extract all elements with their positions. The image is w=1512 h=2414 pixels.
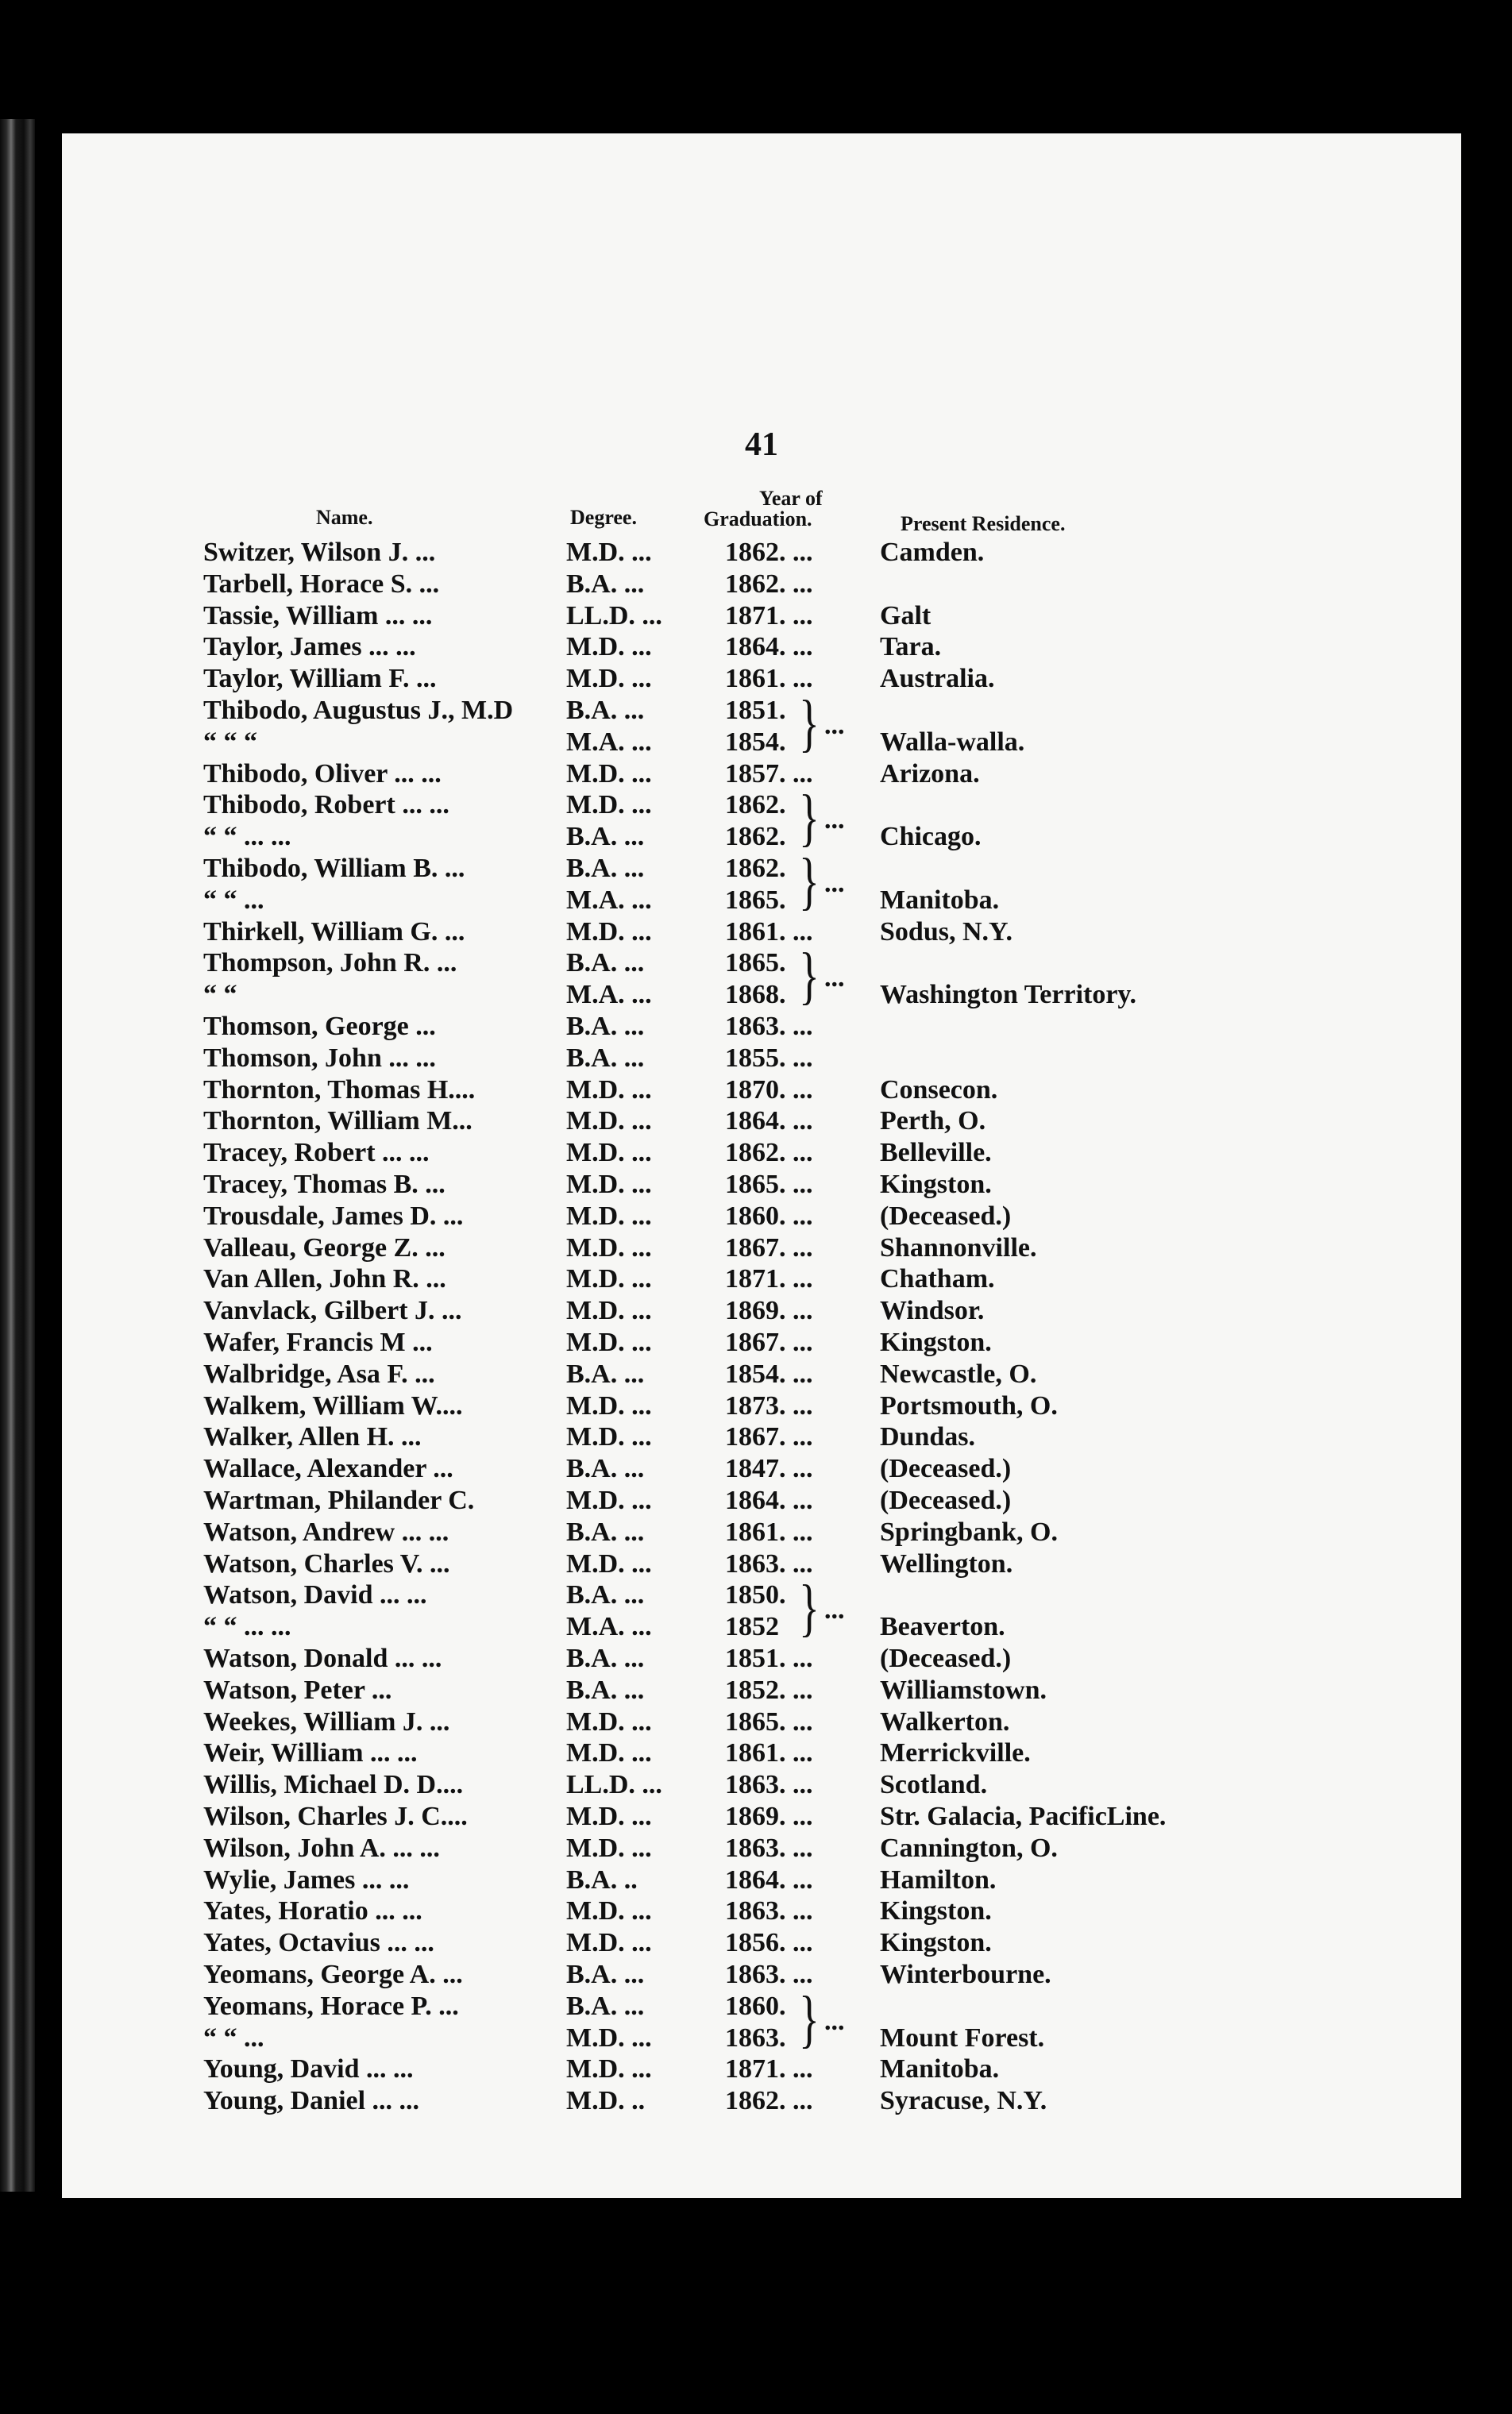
year-cell: 1854. bbox=[725, 727, 786, 757]
name-cell: Thompson, John R. ... bbox=[203, 948, 457, 978]
name-cell: Thirkell, William G. ... bbox=[203, 916, 465, 947]
name-cell: Thomson, John ... ... bbox=[203, 1043, 436, 1073]
residence-cell: Springbank, O. bbox=[880, 1517, 1058, 1547]
degree-cell: B.A. ... bbox=[566, 1580, 645, 1610]
degree-cell: M.D. ... bbox=[566, 1548, 652, 1579]
residence-cell: Scotland. bbox=[880, 1770, 988, 1800]
table-row bbox=[62, 2085, 1461, 2117]
residence-cell: Newcastle, O. bbox=[880, 1359, 1037, 1389]
name-cell: Wilson, John A. ... ... bbox=[203, 1833, 440, 1863]
residence-cell: (Deceased.) bbox=[880, 1454, 1012, 1484]
table-row bbox=[62, 1169, 1461, 1201]
header-year-line1: Year of bbox=[759, 487, 823, 510]
name-cell: Thibodo, Augustus J., M.D bbox=[203, 696, 514, 725]
year-cell: 1851. bbox=[725, 696, 786, 725]
name-cell: Watson, David ... ... bbox=[203, 1580, 427, 1610]
year-cell: 1867. ... bbox=[725, 1232, 813, 1263]
year-cell: 1867. ... bbox=[725, 1422, 813, 1452]
table-row bbox=[62, 1959, 1461, 1991]
brace-leader-dots: ... bbox=[824, 963, 845, 993]
name-cell: Wartman, Philander C. bbox=[203, 1486, 475, 1515]
degree-cell: M.D. ... bbox=[566, 1296, 652, 1326]
residence-cell: Kingston. bbox=[880, 1170, 992, 1199]
year-cell: 1860. ... bbox=[725, 1201, 813, 1231]
degree-cell: M.A. ... bbox=[566, 885, 652, 915]
year-cell: 1862. ... bbox=[725, 569, 813, 599]
year-cell: 1854. ... bbox=[725, 1359, 813, 1389]
residence-cell: Belleville. bbox=[880, 1138, 992, 1168]
year-cell: 1855. ... bbox=[725, 1043, 813, 1073]
degree-cell: M.D. ... bbox=[566, 1833, 652, 1863]
table-row bbox=[62, 1769, 1461, 1801]
residence-cell: Mount Forest. bbox=[880, 2023, 1045, 2053]
brace-leader-dots: ... bbox=[824, 711, 845, 740]
year-cell: 1861. ... bbox=[725, 1738, 813, 1768]
table-row bbox=[62, 2053, 1461, 2085]
brace-grouping: } bbox=[799, 939, 820, 1012]
name-cell: Thibodo, Oliver ... ... bbox=[203, 758, 442, 789]
residence-cell: Hamilton. bbox=[880, 1864, 997, 1895]
table-row bbox=[62, 1895, 1461, 1927]
degree-cell: LL.D. ... bbox=[566, 1770, 662, 1800]
table-row bbox=[62, 1579, 1461, 1611]
residence-cell: Str. Galacia, PacificLine. bbox=[880, 1802, 1167, 1831]
table-row bbox=[62, 1359, 1461, 1390]
table-row bbox=[62, 663, 1461, 695]
residence-cell: (Deceased.) bbox=[880, 1201, 1012, 1231]
table-row bbox=[62, 979, 1461, 1011]
header-residence: Present Residence. bbox=[901, 512, 1066, 535]
residence-cell: Galt bbox=[880, 600, 932, 630]
name-cell: Switzer, Wilson J. ... bbox=[203, 538, 436, 567]
table-row bbox=[62, 1801, 1461, 1833]
name-cell: Trousdale, James D. ... bbox=[203, 1201, 464, 1231]
year-cell: 1862. bbox=[725, 822, 786, 852]
degree-cell: M.D. ... bbox=[566, 1706, 652, 1737]
table-row bbox=[62, 1232, 1461, 1264]
degree-cell: B.A. ... bbox=[566, 1991, 645, 2021]
table-row bbox=[62, 1864, 1461, 1896]
degree-cell: B.A. ... bbox=[566, 569, 645, 599]
residence-cell: Kingston. bbox=[880, 1896, 992, 1926]
year-cell: 1851. ... bbox=[725, 1644, 813, 1673]
brace-leader-dots: ... bbox=[824, 2006, 845, 2036]
degree-cell: B.A. ... bbox=[566, 1012, 645, 1041]
table-row bbox=[62, 821, 1461, 853]
table-row bbox=[62, 1421, 1461, 1453]
degree-cell: M.D. ... bbox=[566, 1232, 652, 1263]
year-cell: 1861. ... bbox=[725, 1517, 813, 1547]
year-cell: 1869. ... bbox=[725, 1296, 813, 1326]
name-cell: Yeomans, Horace P. ... bbox=[203, 1991, 459, 2021]
name-cell: “ “ ... bbox=[203, 885, 264, 915]
degree-cell: B.A. ... bbox=[566, 1454, 645, 1484]
degree-cell: M.D. ... bbox=[566, 1422, 652, 1452]
year-cell: 1857. ... bbox=[725, 758, 813, 789]
degree-cell: B.A. ... bbox=[566, 1043, 645, 1073]
name-cell: “ “ “ bbox=[203, 727, 257, 757]
degree-cell: M.D. ... bbox=[566, 1802, 652, 1831]
name-cell: Thibodo, William B. ... bbox=[203, 854, 465, 883]
residence-cell: Wellington. bbox=[880, 1548, 1013, 1579]
year-cell: 1852. ... bbox=[725, 1675, 813, 1705]
residence-cell: Australia. bbox=[880, 664, 995, 694]
year-cell: 1871. ... bbox=[725, 1264, 813, 1294]
year-cell: 1862. ... bbox=[725, 538, 813, 567]
degree-cell: B.A. ... bbox=[566, 1359, 645, 1389]
degree-cell: M.D. ... bbox=[566, 1106, 652, 1136]
table-row bbox=[62, 1548, 1461, 1580]
name-cell: Tracey, Thomas B. ... bbox=[203, 1170, 446, 1199]
degree-cell: B.A. ... bbox=[566, 854, 645, 883]
name-cell: Walkem, William W.... bbox=[203, 1390, 463, 1421]
table-row bbox=[62, 1295, 1461, 1327]
residence-cell: Arizona. bbox=[880, 758, 980, 789]
book-binding-edge bbox=[0, 119, 35, 2192]
table-row bbox=[62, 1833, 1461, 1864]
header-name: Name. bbox=[316, 506, 373, 529]
name-cell: Young, David ... ... bbox=[203, 2054, 414, 2084]
table-row bbox=[62, 1927, 1461, 1959]
degree-cell: M.A. ... bbox=[566, 727, 652, 757]
degree-cell: B.A. ... bbox=[566, 822, 645, 852]
name-cell: Weekes, William J. ... bbox=[203, 1706, 450, 1737]
degree-cell: M.D. ... bbox=[566, 632, 652, 662]
name-cell: Wylie, James ... ... bbox=[203, 1864, 410, 1895]
year-cell: 1862. ... bbox=[725, 1138, 813, 1168]
degree-cell: B.A. ... bbox=[566, 1960, 645, 1989]
header-year-line2: Graduation. bbox=[704, 507, 812, 530]
degree-cell: M.A. ... bbox=[566, 980, 652, 1010]
name-cell: Taylor, James ... ... bbox=[203, 632, 416, 662]
residence-cell: Camden. bbox=[880, 538, 985, 567]
residence-cell: Shannonville. bbox=[880, 1232, 1037, 1263]
degree-cell: B.A. ... bbox=[566, 1517, 645, 1547]
year-cell: 1873. ... bbox=[725, 1390, 813, 1421]
year-cell: 1861. ... bbox=[725, 664, 813, 694]
degree-cell: M.A. ... bbox=[566, 1612, 652, 1642]
residence-cell: Kingston. bbox=[880, 1328, 992, 1357]
name-cell: Wallace, Alexander ... bbox=[203, 1454, 453, 1484]
year-cell: 1870. ... bbox=[725, 1074, 813, 1105]
residence-cell: Windsor. bbox=[880, 1296, 985, 1326]
residence-cell: (Deceased.) bbox=[880, 1644, 1012, 1673]
degree-cell: M.D. ... bbox=[566, 1170, 652, 1199]
year-cell: 1865. ... bbox=[725, 1706, 813, 1737]
table-row bbox=[62, 1390, 1461, 1422]
table-row bbox=[62, 1263, 1461, 1295]
table-row bbox=[62, 537, 1461, 569]
degree-cell: M.D. ... bbox=[566, 1138, 652, 1168]
table-row bbox=[62, 569, 1461, 600]
year-cell: 1862. ... bbox=[725, 2086, 813, 2116]
year-cell: 1863. ... bbox=[725, 1770, 813, 1800]
name-cell: Tassie, William ... ... bbox=[203, 600, 433, 630]
year-cell: 1871. ... bbox=[725, 2054, 813, 2084]
residence-cell: Walkerton. bbox=[880, 1706, 1010, 1737]
year-cell: 1847. ... bbox=[725, 1454, 813, 1484]
table-row bbox=[62, 1137, 1461, 1169]
year-cell: 1864. ... bbox=[725, 632, 813, 662]
residence-cell: Williamstown. bbox=[880, 1675, 1047, 1705]
name-cell: Yates, Octavius ... ... bbox=[203, 1928, 434, 1958]
year-cell: 1852 bbox=[725, 1612, 779, 1642]
degree-cell: M.D. ... bbox=[566, 1264, 652, 1294]
year-cell: 1863. ... bbox=[725, 1896, 813, 1926]
name-cell: Thomson, George ... bbox=[203, 1012, 436, 1041]
document-page bbox=[62, 133, 1461, 2198]
table-row bbox=[62, 727, 1461, 758]
residence-cell: Chatham. bbox=[880, 1264, 995, 1294]
residence-cell: Winterbourne. bbox=[880, 1960, 1051, 1989]
degree-cell: M.D. ... bbox=[566, 1390, 652, 1421]
brace-leader-dots: ... bbox=[824, 805, 845, 835]
brace-grouping: } bbox=[799, 687, 820, 758]
name-cell: Watson, Peter ... bbox=[203, 1675, 392, 1705]
year-cell: 1861. ... bbox=[725, 916, 813, 947]
name-cell: Taylor, William F. ... bbox=[203, 664, 437, 694]
name-cell: Walbridge, Asa F. ... bbox=[203, 1359, 435, 1389]
table-row bbox=[62, 947, 1461, 979]
residence-cell: Walla-walla. bbox=[880, 727, 1025, 757]
name-cell: Watson, Andrew ... ... bbox=[203, 1517, 449, 1547]
residence-cell: (Deceased.) bbox=[880, 1486, 1012, 1515]
table-row bbox=[62, 1643, 1461, 1675]
table-row bbox=[62, 695, 1461, 727]
table-row bbox=[62, 1611, 1461, 1643]
year-cell: 1862. bbox=[725, 854, 786, 883]
brace-grouping: } bbox=[799, 1982, 820, 2054]
degree-cell: B.A. .. bbox=[566, 1864, 638, 1895]
residence-cell: Perth, O. bbox=[880, 1106, 986, 1136]
name-cell: Thornton, William M... bbox=[203, 1106, 472, 1136]
degree-cell: B.A. ... bbox=[566, 1644, 645, 1673]
table-row bbox=[62, 1991, 1461, 2023]
residence-cell: Cannington, O. bbox=[880, 1833, 1058, 1863]
name-cell: Thibodo, Robert ... ... bbox=[203, 790, 449, 820]
year-cell: 1863. ... bbox=[725, 1960, 813, 1989]
year-cell: 1868. bbox=[725, 980, 786, 1010]
degree-cell: M.D. ... bbox=[566, 664, 652, 694]
name-cell: Yates, Horatio ... ... bbox=[203, 1896, 422, 1926]
name-cell: Yeomans, George A. ... bbox=[203, 1960, 463, 1989]
table-row bbox=[62, 1043, 1461, 1074]
residence-cell: Manitoba. bbox=[880, 2054, 1000, 2084]
residence-cell: Chicago. bbox=[880, 822, 982, 852]
table-row bbox=[62, 1074, 1461, 1106]
name-cell: Valleau, George Z. ... bbox=[203, 1232, 446, 1263]
degree-cell: M.D. ... bbox=[566, 1738, 652, 1768]
residence-cell: Sodus, N.Y. bbox=[880, 916, 1012, 947]
year-cell: 1871. ... bbox=[725, 600, 813, 630]
degree-cell: M.D. .. bbox=[566, 2086, 646, 2116]
year-cell: 1863. ... bbox=[725, 1833, 813, 1863]
table-row bbox=[62, 1327, 1461, 1359]
degree-cell: B.A. ... bbox=[566, 948, 645, 978]
table-row bbox=[62, 1675, 1461, 1706]
name-cell: Wafer, Francis M ... bbox=[203, 1328, 433, 1357]
name-cell: Watson, Donald ... ... bbox=[203, 1644, 442, 1673]
name-cell: “ “ ... bbox=[203, 2023, 264, 2053]
degree-cell: M.D. ... bbox=[566, 1074, 652, 1105]
table-row bbox=[62, 600, 1461, 632]
residence-cell: Dundas. bbox=[880, 1422, 976, 1452]
degree-cell: M.D. ... bbox=[566, 1486, 652, 1515]
name-cell: Weir, William ... ... bbox=[203, 1738, 418, 1768]
year-cell: 1863. bbox=[725, 2023, 786, 2053]
degree-cell: M.D. ... bbox=[566, 538, 652, 567]
degree-cell: B.A. ... bbox=[566, 1675, 645, 1705]
name-cell: Thornton, Thomas H.... bbox=[203, 1074, 476, 1105]
brace-grouping: } bbox=[799, 845, 820, 916]
name-cell: Willis, Michael D. D.... bbox=[203, 1770, 464, 1800]
table-row bbox=[62, 1737, 1461, 1769]
residence-cell: Tara. bbox=[880, 632, 942, 662]
year-cell: 1865. bbox=[725, 948, 786, 978]
year-cell: 1865. bbox=[725, 885, 786, 915]
table-row bbox=[62, 885, 1461, 916]
table-row bbox=[62, 1485, 1461, 1517]
degree-cell: M.D. ... bbox=[566, 1928, 652, 1958]
year-cell: 1867. ... bbox=[725, 1328, 813, 1357]
year-cell: 1865. ... bbox=[725, 1170, 813, 1199]
year-cell: 1860. bbox=[725, 1991, 786, 2021]
table-row bbox=[62, 1453, 1461, 1485]
residence-cell: Washington Territory. bbox=[880, 980, 1137, 1010]
residence-cell: Manitoba. bbox=[880, 885, 1000, 915]
year-cell: 1864. ... bbox=[725, 1864, 813, 1895]
table-row bbox=[62, 1011, 1461, 1043]
degree-cell: M.D. ... bbox=[566, 2054, 652, 2084]
brace-grouping: } bbox=[799, 781, 820, 854]
name-cell: Tracey, Robert ... ... bbox=[203, 1138, 430, 1168]
table-row bbox=[62, 853, 1461, 885]
name-cell: “ “ ... ... bbox=[203, 1612, 291, 1642]
table-row bbox=[62, 1201, 1461, 1232]
degree-cell: M.D. ... bbox=[566, 1896, 652, 1926]
year-cell: 1869. ... bbox=[725, 1802, 813, 1831]
year-cell: 1864. ... bbox=[725, 1486, 813, 1515]
name-cell: Vanvlack, Gilbert J. ... bbox=[203, 1296, 462, 1326]
name-cell: Young, Daniel ... ... bbox=[203, 2086, 420, 2116]
name-cell: Wilson, Charles J. C.... bbox=[203, 1802, 468, 1831]
degree-cell: LL.D. ... bbox=[566, 600, 662, 630]
table-row bbox=[62, 1706, 1461, 1738]
name-cell: “ “ ... ... bbox=[203, 822, 291, 852]
name-cell: Walker, Allen H. ... bbox=[203, 1422, 422, 1452]
brace-grouping: } bbox=[799, 1571, 820, 1644]
name-cell: Van Allen, John R. ... bbox=[203, 1264, 446, 1294]
table-row bbox=[62, 2023, 1461, 2054]
residence-cell: Kingston. bbox=[880, 1928, 992, 1958]
residence-cell: Merrickville. bbox=[880, 1738, 1031, 1768]
header-degree: Degree. bbox=[570, 506, 637, 529]
year-cell: 1863. ... bbox=[725, 1012, 813, 1041]
year-cell: 1864. ... bbox=[725, 1106, 813, 1136]
table-row bbox=[62, 758, 1461, 790]
page-number: 41 bbox=[745, 426, 778, 463]
degree-cell: M.D. ... bbox=[566, 1201, 652, 1231]
brace-leader-dots: ... bbox=[824, 1595, 845, 1625]
brace-leader-dots: ... bbox=[824, 869, 845, 898]
degree-cell: M.D. ... bbox=[566, 916, 652, 947]
table-row bbox=[62, 1105, 1461, 1137]
name-cell: Watson, Charles V. ... bbox=[203, 1548, 450, 1579]
table-row bbox=[62, 916, 1461, 948]
residence-cell: Syracuse, N.Y. bbox=[880, 2086, 1047, 2116]
table-row bbox=[62, 789, 1461, 821]
residence-cell: Consecon. bbox=[880, 1074, 998, 1105]
residence-cell: Portsmouth, O. bbox=[880, 1390, 1058, 1421]
degree-cell: M.D. ... bbox=[566, 1328, 652, 1357]
year-cell: 1856. ... bbox=[725, 1928, 813, 1958]
name-cell: Tarbell, Horace S. ... bbox=[203, 569, 440, 599]
table-row bbox=[62, 1517, 1461, 1548]
year-cell: 1850. bbox=[725, 1580, 786, 1610]
year-cell: 1862. bbox=[725, 790, 786, 820]
name-cell: “ “ bbox=[203, 980, 237, 1010]
degree-cell: B.A. ... bbox=[566, 696, 645, 725]
table-row bbox=[62, 631, 1461, 663]
degree-cell: M.D. ... bbox=[566, 2023, 652, 2053]
degree-cell: M.D. ... bbox=[566, 758, 652, 789]
degree-cell: M.D. ... bbox=[566, 790, 652, 820]
year-cell: 1863. ... bbox=[725, 1548, 813, 1579]
residence-cell: Beaverton. bbox=[880, 1612, 1005, 1642]
